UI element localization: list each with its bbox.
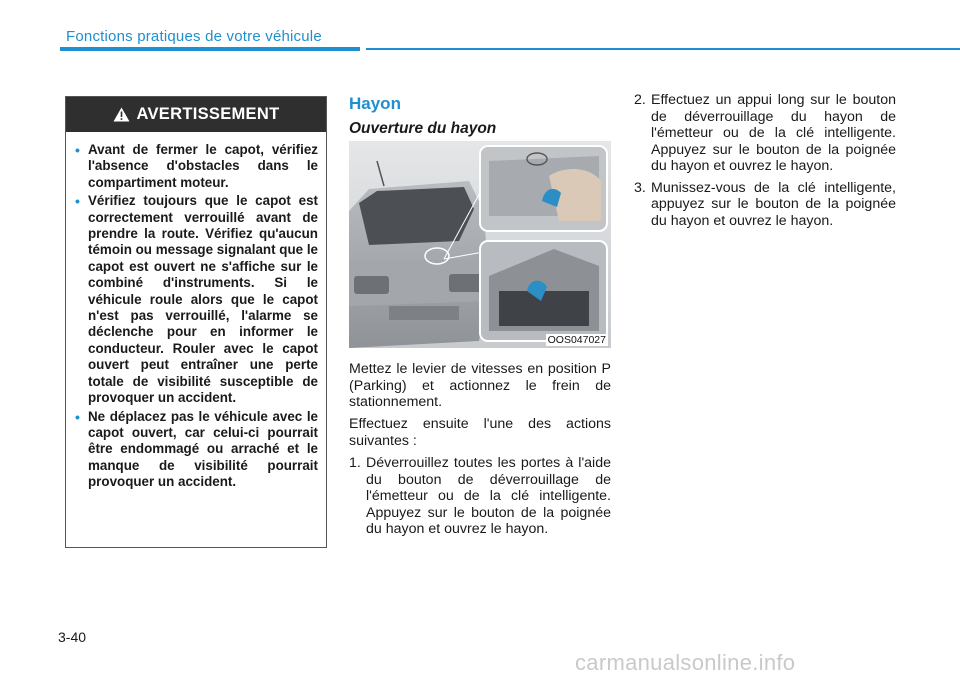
step-text: Munissez-vous de la clé intelligente, appuyez sur le bouton de la poignée du hayon et ouvrez le hayon. [651, 179, 896, 229]
car-rear-image [349, 141, 611, 348]
warning-list [66, 132, 326, 491]
tailgate-illustration [349, 141, 611, 348]
header-rule-thin [366, 48, 960, 50]
bullet-icon: • [75, 193, 80, 210]
bullet-icon: • [75, 408, 80, 425]
watermark: carmanualsonline.info [575, 650, 796, 675]
warning-item: • Ne déplacez pas le véhicule avec le capot ouvert, car celui-ci pourrait être endommagé ou arraché et le manque de visibilité pourrait provoquer un accident. [75, 408, 318, 490]
warning-item: • Avant de fermer le capot, vérifiez l'absence d'obstacles dans le compartiment moteur. [75, 142, 318, 190]
step-number: 1. [349, 455, 361, 471]
warning-item: • Vérifiez toujours que le capot est correctement verrouillé avant de prendre la route. Vérifiez qu'aucun témoin ou message signalant que le capot est ouvert ne s'affiche sur le combiné d'instruments. Si le véhicule roule alors que le capot n'est pas verrouillé, l'alarme se déclenche pour en informer le conducteur. Rouler avec le capot ouvert peut entraîner une perte totale de visibilité susceptible de provoquer un accident. [75, 193, 318, 406]
paragraph-options: Effectuez ensuite l'une des actions suivantes : [349, 416, 611, 449]
figure-code: OOS047027 [547, 334, 606, 346]
steps-list-left [349, 455, 611, 543]
warning-title: AVERTISSEMENT [136, 105, 280, 123]
steps-list-right [634, 92, 896, 234]
page-number: 3-40 [58, 629, 87, 645]
warning-box [65, 96, 327, 548]
paragraph-instruction: Mettez le levier de vitesses en position P (Parking) et actionnez le frein de stationnement. [349, 361, 611, 410]
step-number: 2. [634, 92, 646, 108]
step-item [634, 92, 896, 175]
chapter-title: Fonctions pratiques de votre véhicule [66, 28, 322, 45]
bullet-icon: • [75, 142, 80, 158]
step-number: 3. [634, 179, 646, 196]
step-item [349, 455, 611, 538]
section-subtitle: Ouverture du hayon [349, 120, 497, 137]
step-item [634, 180, 896, 230]
step-text: Déverrouillez toutes les portes à l'aide du bouton de déverrouillage de l'émetteur ou de la clé intelligente. Appuyez sur le bouton de la poignée du hayon et ouvrez le hayon. [366, 455, 611, 537]
header-rule-thick [60, 47, 360, 51]
section-title: Hayon [349, 94, 401, 113]
step-text: Effectuez un appui long sur le bouton de déverrouillage du hayon de l'émetteur ou de la clé intelligente. Appuyez sur le bouton de la poignée du hayon et ouvrez le hayon. [651, 92, 896, 174]
warning-triangle-icon [113, 107, 130, 122]
warning-header [66, 97, 326, 132]
